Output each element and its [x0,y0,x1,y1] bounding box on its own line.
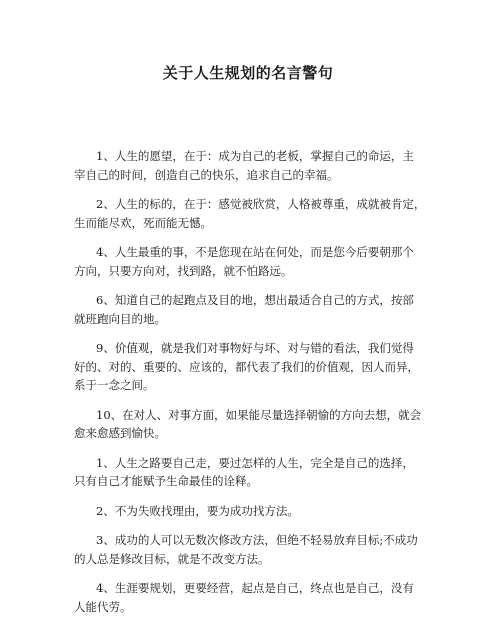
document-body [74,147,436,627]
quote-line: 3、成功的人可以无数次修改方法，但绝不轻易放弃目标;不成功 [96,533,418,547]
quote-paragraph [74,454,436,491]
quote-line: 宰自己的时间，创造自己的快乐，追求自己的幸福。 [74,167,339,182]
quote-paragraph [74,579,436,616]
quote-line: 好的、对的、重要的、应该的，都代表了我们的价值观，因人而异， [74,359,419,374]
quote-paragraph [74,195,436,232]
quote-line: 10、在对人、对事方面，如果能尽量选择朝愉的方向去想，就会 [96,407,422,422]
quote-paragraph [74,291,436,328]
quote-paragraph [74,406,436,443]
quote-line: 只有自己才能赋予生命最佳的诠释。 [74,474,258,488]
quote-line: 生而能尽欢，死而能无憾。 [74,215,212,230]
quote-line: 的人总是修改目标，就是不改变方法。 [74,551,270,566]
quote-paragraph [74,502,436,521]
quote-line: 1、人生的愿望，在于：成为自己的老板，掌握自己的命运，主 [96,149,414,163]
quote-line: 9、价值观，就是我们对事物好与坏、对与错的看法，我们觉得 [96,341,414,355]
quote-line: 1、人生之路要自己走，要过怎样的人生，完全是自己的选择， [96,455,414,470]
quote-paragraph [74,339,436,395]
quote-paragraph [74,531,436,568]
quote-line: 4、生涯要规划，更要经营，起点是自己，终点也是自己，没有 [96,581,414,595]
quote-line: 2、不为失败找理由，要为成功找方法。 [96,503,299,518]
quote-line: 愈来愈感到愉快。 [74,426,166,440]
quote-paragraph [74,147,436,184]
quote-line: 就班跑向目的地。 [74,311,166,326]
quote-line: 4、人生最重的事，不是您现在站在何处，而是您今后要朝那个 [96,245,414,259]
document-title: 关于人生规划的名言警句 [162,64,334,82]
quote-line: 2、人生的标的，在于：感觉被欣赏，人格被尊重，成就被肯定， [96,197,426,211]
quote-line: 系于一念之间。 [74,378,155,392]
quote-paragraph [74,243,436,280]
quote-line: 人能代劳。 [74,599,132,614]
quote-line: 6、知道自己的起跑点及目的地，想出最适合自己的方式，按部 [96,293,414,307]
quote-line: 方向，只要方向对，找到路，就不怕路远。 [74,263,293,278]
